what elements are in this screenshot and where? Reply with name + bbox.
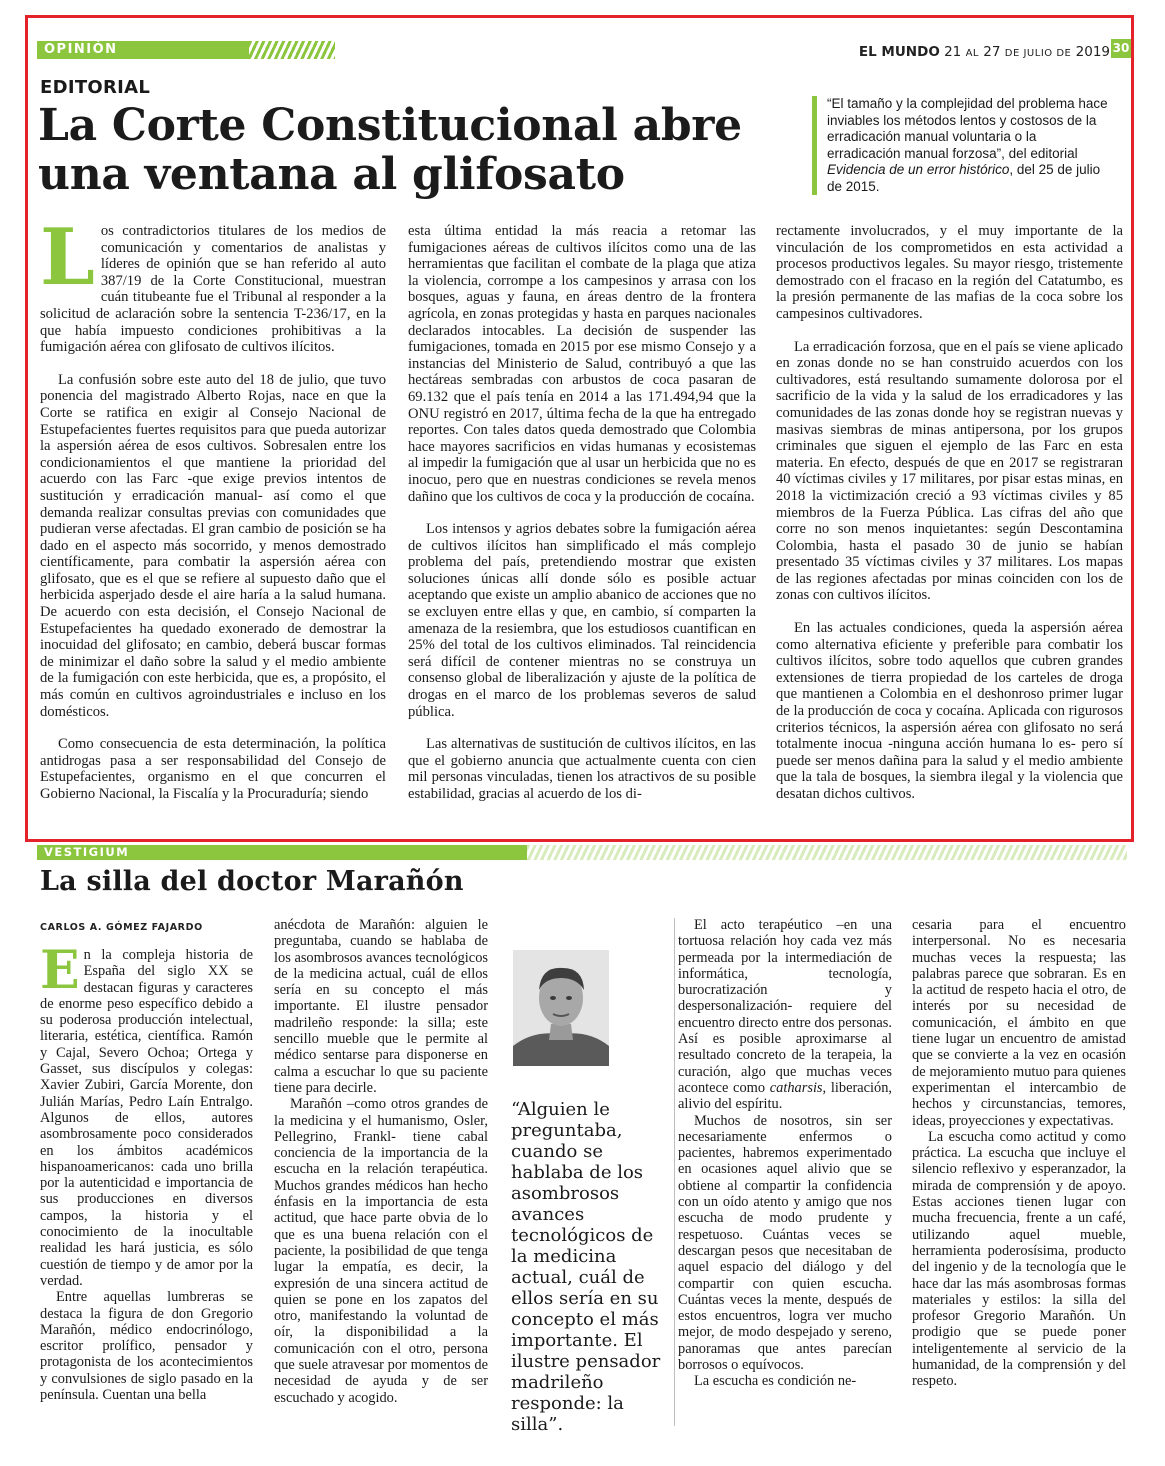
paragraph: La escucha es condición ne- [694,1373,857,1390]
paragraph: La escucha como actitud y como práctica. La escucha que incluye el silencio reflexivo y esperanzador, la mirada de comprensión y de apoyo. Estas acciones tienen lugar con mucha frecuencia, frente a un café, utilizando aquel mueble, herramienta poderosísima, producto del ingenio y de la tecnología que le hace dar las más asombrosas formas materiales y estilos: la silla del profesor Gregorio Marañón. Un prodigio que se puede poner inteligentemente al servicio de la humanidad, de la comprensión y del respeto. [912,1128,1126,1390]
paper-name: EL MUNDO [858,44,940,60]
editorial-column-1 [40,212,386,803]
paragraph: La erradicación forzosa, que en el país se viene aplicado en zonas donde no se han construido acuerdos con los cultivadores, está resultando sumamente dolorosa por el sacrificio de la vida y la salud de los erradicadores y las comunidades de las zonas donde hoy se registran nuevas y masivas siembras de minas antipersona, por los grupos criminales que siguen el ejemplo de las Farc en esta materia. En efecto, después de que en 2017 se registraran 40 víctimas civiles y 17 militares, por pisar estas minas, en 2018 la victimización creció a 93 víctimas civiles y 85 miembros de la Fuerza Pública. Las cifras del año que corre no son menos inquietantes: según Descontamina Colombia, hasta el pasado 30 de junio se habían presentado 35 víctimas civiles y 37 militares. Los mapas de las regiones afectadas por minas coinciden con los de zonas con cultivos ilícitos. [776,338,1124,604]
vestigium-column-2 [274,917,488,1406]
date-al: AL [965,48,979,59]
editorial-kicker: EDITORIAL [40,77,151,98]
paragraph: Entre aquellas lumbreras se destaca la figura de don Gregorio Marañón, médico endocrinólogo, escritor prolífico, pensador y protagonista de los acontecimientos y convulsiones de siglo pasado en la península. Cuentan una bella [40,1289,253,1404]
paragraph: os contradictorios titulares de los medios de comunicación y comentarios de analistas y líderes de opinión que se han referido al auto 387/19 de la Corte Constitucional, muestran cuán titubeante fue el Tribunal al responder a la solicitud de aclaración sobre la sentencia T-236/17, en la que había impuesto condiciones prohibitivas a la fumigación aérea con glifosato de cultivos ilícitos. [40,223,386,356]
paragraph: Muchos de nosotros, sin ser necesariamente enfermos o pacientes, habremos experimentado en ocasiones aquel alivio que se obtiene al compartir la confidencia con un oído atento y amigo que nos escucha de modo prudente y respetuoso. Cuántas veces se descargan pesos que necesitaban de aquel espacio del diálogo y del compartir con quien escucha. Cuántas veces la mente, después de estos encuentros, logra ver mucho mejor, de modo despejado y sereno, panoramas que antes parecían borrosos o equívocos. [678,1112,892,1374]
paragraph: Las alternativas de sustitución de cultivos ilícitos, en las que el gobierno anuncia que actualmente cuenta con cien mil personas vinculadas, tienen los atractivos de su posible estabilidad, gracias al acuerdo de los di- [408,736,756,802]
byline: CARLOS A. GÓMEZ FAJARDO [40,922,203,933]
section-stripes [527,845,1127,860]
section-label: VESTIGIUM [44,845,130,859]
vestigium-dropcap: E [40,940,80,1001]
paragraph: En las actuales condiciones, queda la aspersión aérea como alternativa eficiente y preferible para combatir los cultivos ilícitos, sobre todo aquellos que cubren grandes extensiones de tierra propiedad de los carteles de droga que mantienen a Colombia en el deshonroso primer lugar de la producción de coca y cocaína. Aplicada con rigurosos criterios técnicos, la aspersión aérea con glifosato no será totalmente inocua -ninguna acción humana lo es- pero sí puede ser menos dañina para la salud y el medio ambiente que la tala de bosques, la siembra ilegal y la violencia que desatan dichos cultivos. [776,620,1123,802]
paragraph: anécdota de Marañón: alguien le preguntaba, cuando se hablaba de los asombrosos avances tecnológicos de la medicina actual, cuál de ellos sería en su concepto el más importante. El ilustre pensador madrileño responde: la silla; este sencillo mueble que le permite al médico sentarse para disponerse en calma a escuchar lo que su paciente tiene para decirle. [274,917,488,1096]
paragraph: cesaria para el encuentro interpersonal. No es necesaria muchas veces la respuesta; las palabras parece que sobraran. Es en la actitud de respeto hacia el otro, de interés por su necesidad de comunicación, el ámbito en que tiene lugar un encuentro de amistad que se convierte a la vez en ocasión de mejoramiento mutuo para quienes experimentan el intercambio de hechos y circunstancias, temores, ideas, proyecciones y expectativas. [912,917,1126,1129]
editorial-pull-quote [812,96,1112,195]
paragraph: esta última entidad la más reacia a retomar las fumigaciones aéreas de cultivos ilícitos como una de las herramientas que facilitan el combate de la plaga que atiza la violencia, corrompe a los campesinos y arrasa con los bosques, aguas y fauna, en áreas dentro de la frontera agrícola, en zonas protegidas y hasta en parques nacionales declarados intocables. La decisión de suspender las fumigaciones, tomada en 2015 por ese mismo Consejo y a instancias del Ministerio de Salud, contribuyó a que las hectáreas sembradas con arbustos de coca pasaran de 69.132 que el país tenía en 2014 a las 171.494,94 que la ONU registró en 2017, última fecha de la que ha entregado reportes. Con tales datos queda demostrado que Colombia hace mayores sacrificios en vidas humanas y ecosistemas al impedir la fumigación que al usar un herbicida que no es inocuo, pero que en nuestras condiciones se revela menos dañino que los cultivos de coca y la producción de cocaína. [408,223,756,505]
editorial-column-2 [408,223,756,803]
pull-quote-text: “El tamaño y la complejidad del problema hace inviables los métodos lentos y costosos de la erradicación manual voluntaria o la erradicación manual forzosa”, del editorial [827,96,1108,161]
paragraph: n la compleja historia de España del siglo XX se destacan figuras y caracteres de enorme peso específico debido a su poderosa producción intelectual, literaria, estética, científica. Ramón y Cajal, Severo Ochoa; Ortega y Gasset, sus discípulos y colegas: Xavier Zubiri, García Morente, don Julián Marías, Pedro Laín Entralgo. Algunos de ellos, autores asombrosamente poco considerados en los ámbitos académicos hispanoamericanos: cada uno brilla por la autenticidad e importancia de sus producciones en diversos campos, la historia y el conocimiento de la inocultable realidad les hará justicia, es sólo cuestión de tiempo y de amor por la verdad. [40,947,253,1289]
author-photo [513,950,609,1066]
section-stripes [249,41,335,59]
vestigium-headline: La silla del doctor Marañón [40,866,464,897]
vestigium-column-4 [912,917,1126,1390]
vestigium-column-1 [40,940,253,1404]
paragraph: Marañón –como otros grandes de la medicina y el humanismo, Osler, Pellegrino, Frankl- tiene cabal conciencia de la importancia de la escucha en la relación terapéutica. Muchos grandes médicos han hecho énfasis en la importancia de esta actitud, que hace parte obvia de lo que es una buena relación con el paciente, la posibilidad de que tenga lugar la empatía, es decir, la expresión de una sincera actitud de quien se pone en los zapatos del otro, manifestando la voluntad de oír, la disponibilidad a la comunicación con el otro, persona que suele atravesar por momentos de necesidad de ayuda y de ser escuchado y acogido. [274,1096,488,1406]
paragraph: La confusión sobre este auto del 18 de julio, que tuvo ponencia del magistrado Alberto Rojas, nace en que la Corte se ratifica en exigir al Consejo Nacional de Estupefacientes fuertes requisitos para que pueda autorizar la aspersión aérea de esos cultivos. Sobresalen entre los condicionamientos el que mantiene la prioridad del acuerdo con las Farc -que exige previos intentos de sustitución y erradicación manual- así como el que demanda realizar consultas previas con comunidades que pudieran verse afectadas. El gran cambio de posición se ha dado en el aspecto más socorrido, y menos demostrado científicamente, para combatir la aspersión aérea con glifosato, que es el que se refiere al supuesto daño que el herbicida asperjado desde el aire haría a la salud humana. De acuerdo con esta decisión, el Consejo Nacional de Estupefacientes ha quedado exonerado de demostrar la inocuidad del glifosato; en cambio, deberá buscar formas de minimizar el daño sobre la salud y el medio ambiente de la fumigación con este herbicida, que es, a propósito, el más común en cultivos agroindustriales e incluso en los domésticos. [40,371,386,720]
date-month: DE JULIO DE [1004,48,1072,59]
vestigium-column-3 [678,917,892,1390]
section-tab-opinion [37,41,249,59]
date-year: 2019 [1075,44,1110,60]
date-day-end: 27 [983,44,1001,60]
paragraph: El acto terapéutico –en una tortuosa relación hoy cada vez más permeada por la intermediación de informática, tecnología, burocratización y despersonalización- requiere del encuentro directo entre dos personas. Así es posible aproximarse al resultado concreto de la terapeia, la curación, algo que muchas veces acontece como catharsis, liberación, alivio del espíritu. [678,917,893,1113]
masthead [859,44,1110,60]
page-number: 30 [1111,39,1131,58]
date-day: 21 [944,44,962,60]
pull-quote-date: , del 25 de julio de 2015. [827,162,1101,194]
editorial-dropcap: L [40,212,95,303]
section-tab-vestigium [37,845,527,860]
paragraph: rectamente involucrados, y el muy importante de la vinculación de los comprometidos en esta actividad a procesos productivos legales. Su mayor riesgo, tristemente demostrado con el fracaso en la región del Catatumbo, es la presión permanente de las mafias de la coca sobre los campesinos cultivadores. [776,223,1123,322]
section-label: OPINIÓN [44,42,118,57]
editorial-column-3 [776,223,1123,803]
pull-quote-source: Evidencia de un error histórico [827,162,1010,177]
paragraph: Los intensos y agrios debates sobre la fumigación aérea de cultivos ilícitos han simplificado el más complejo problema del país, pretendiendo mostrar que existen soluciones únicas allí donde sólo es posible actuar aceptando que existe un amplio abanico de acciones que no se excluyen entre ellas y que, en cambio, sí comparten la amenaza de la resiembra, que los estudiosos cuantifican en 25% del total de los cultivos eliminados. Tal reincidencia será difícil de contener mientras no se construya un consenso global de liberalización y ajuste de la política de drogas en el marco de los problemas severos de salud pública. [408,521,756,720]
editorial-headline: La Corte Constitucional abre una ventana al glifosato [38,100,742,200]
paragraph: Como consecuencia de esta determinación, la política antidrogas pasa a ser responsabilidad del Consejo de Estupefacientes, organismo en el que concurren el Gobierno Nacional, la Fiscalía y la Procuraduría; siendo [40,736,386,802]
author-portrait-illustration [513,950,609,1066]
column-divider [674,918,675,1426]
vestigium-pull-quote: “Alguien le preguntaba, cuando se hablaba de los asombrosos avances tecnológicos de la medicina actual, cuál de ellos sería en su concepto el más importante. El ilustre pensador madrileño responde: la silla”. [511,1099,661,1435]
